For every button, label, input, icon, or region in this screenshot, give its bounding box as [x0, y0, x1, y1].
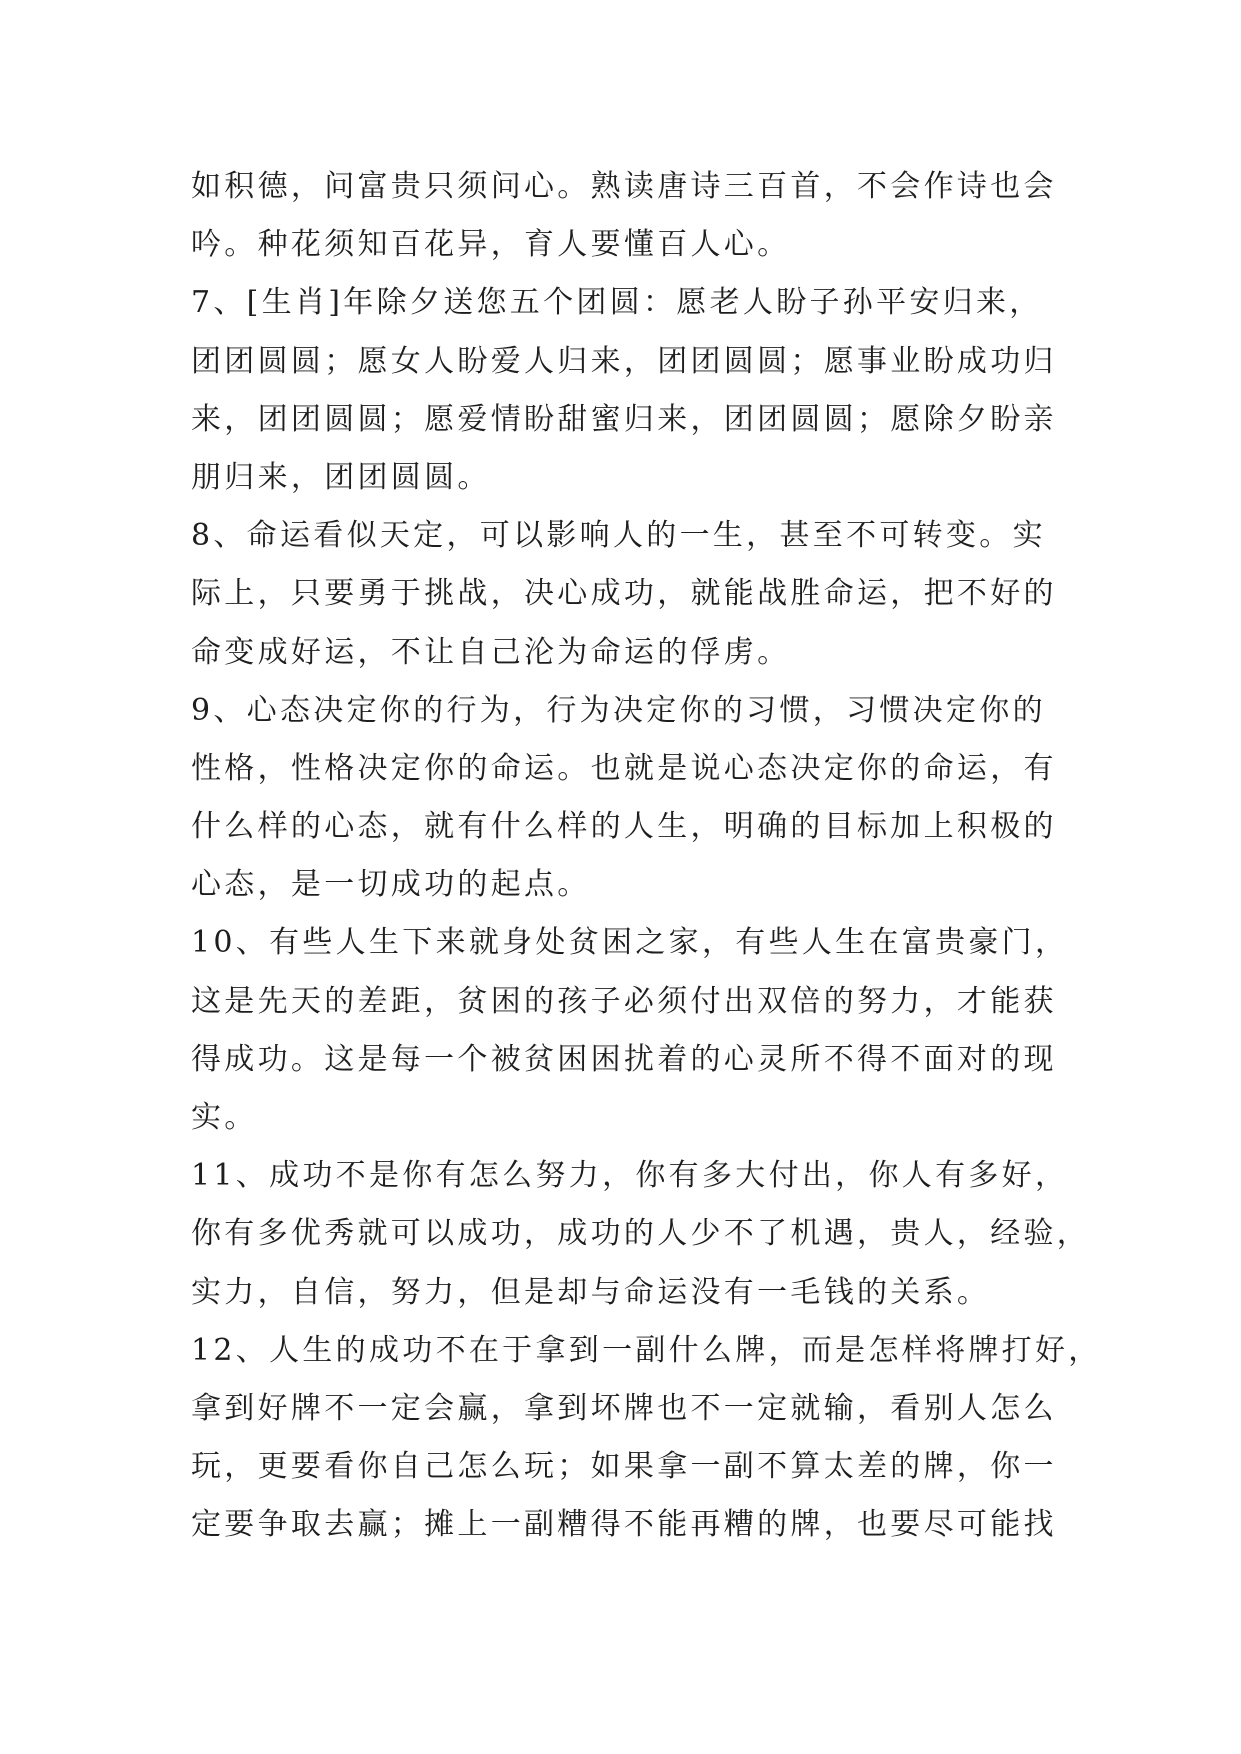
text-line: 拿到好牌不一定会赢，拿到坏牌也不一定就输，看别人怎么 — [191, 1390, 1057, 1426]
text-line: 什么样的心态，就有什么样的人生，明确的目标加上积极的 — [191, 809, 1057, 845]
text-line: 心态，是一切成功的起点。 — [191, 867, 591, 903]
text-line: 12、人生的成功不在于拿到一副什么牌，而是怎样将牌打好， — [191, 1332, 1102, 1368]
text-line: 8、命运看似天定，可以影响人的一生，甚至不可转变。实 — [191, 518, 1046, 554]
text-line: 团团圆圆；愿女人盼爱人归来，团团圆圆；愿事业盼成功归 — [191, 343, 1057, 379]
text-line: 朋归来，团团圆圆。 — [191, 459, 491, 495]
text-line: 实力，自信，努力，但是却与命运没有一毛钱的关系。 — [191, 1274, 991, 1310]
text-line: 10、有些人生下来就身处贫困之家，有些人生在富贵豪门， — [191, 925, 1069, 961]
text-line: 命变成好运，不让自己沦为命运的俘虏。 — [191, 634, 791, 670]
text-line: 玩，更要看你自己怎么玩；如果拿一副不算太差的牌，你一 — [191, 1449, 1057, 1485]
text-line: 这是先天的差距，贫困的孩子必须付出双倍的努力，才能获 — [191, 983, 1057, 1019]
text-line: 如积德，问富贵只须问心。熟读唐诗三百首，不会作诗也会 — [191, 169, 1057, 204]
text-line: 你有多优秀就可以成功，成功的人少不了机遇，贵人，经验， — [191, 1216, 1091, 1252]
text-line: 实。 — [191, 1100, 258, 1135]
text-line: 性格，性格决定你的命运。也就是说心态决定你的命运，有 — [191, 750, 1057, 786]
text-line: 9、心态决定你的行为，行为决定你的习惯，习惯决定你的 — [191, 692, 1046, 728]
text-line: 得成功。这是每一个被贫困困扰着的心灵所不得不面对的现 — [191, 1041, 1057, 1077]
text-line: 吟。种花须知百花异，育人要懂百人心。 — [191, 227, 791, 263]
text-line: 际上，只要勇于挑战，决心成功，就能战胜命运，把不好的 — [191, 576, 1057, 612]
text-line: 7、[生肖]年除夕送您五个团圆：愿老人盼子孙平安归来， — [191, 285, 1043, 321]
text-line: 定要争取去赢；摊上一副糟得不能再糟的牌，也要尽可能找 — [191, 1507, 1057, 1543]
document-body — [191, 158, 1102, 1555]
text-line: 11、成功不是你有怎么努力，你有多大付出，你人有多好， — [191, 1158, 1069, 1194]
text-line: 来，团团圆圆；愿爱情盼甜蜜归来，团团圆圆；愿除夕盼亲 — [191, 401, 1057, 437]
